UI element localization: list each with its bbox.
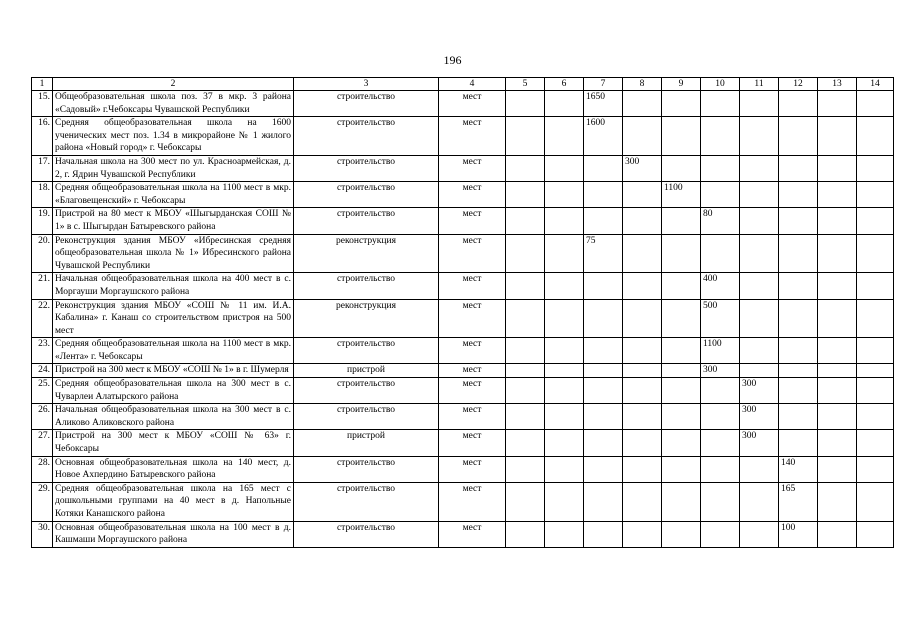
unit: мест: [439, 299, 506, 338]
unit: мест: [439, 378, 506, 404]
empty-cell: [545, 521, 584, 547]
empty-cell: [662, 299, 701, 338]
empty-cell: [857, 273, 894, 299]
capacity-value: 300: [740, 430, 779, 456]
empty-cell: [701, 234, 740, 273]
empty-cell: [857, 338, 894, 364]
empty-cell: [701, 404, 740, 430]
empty-cell: [740, 234, 779, 273]
empty-cell: [779, 208, 818, 234]
empty-cell: [818, 117, 857, 156]
unit: мест: [439, 430, 506, 456]
empty-cell: [857, 521, 894, 547]
capacity-value: 500: [701, 299, 740, 338]
empty-cell: [857, 182, 894, 208]
row-number: 26.: [32, 404, 53, 430]
capacity-value: 400: [701, 273, 740, 299]
row-number: 17.: [32, 155, 53, 181]
empty-cell: [623, 482, 662, 521]
empty-cell: [740, 456, 779, 482]
unit: мест: [439, 234, 506, 273]
empty-cell: [545, 234, 584, 273]
capacity-value: 80: [701, 208, 740, 234]
empty-cell: [623, 273, 662, 299]
column-header: 12: [779, 78, 818, 91]
work-type: строительство: [294, 91, 439, 117]
work-type: строительство: [294, 378, 439, 404]
unit: мест: [439, 364, 506, 378]
empty-cell: [584, 273, 623, 299]
empty-cell: [818, 234, 857, 273]
empty-cell: [506, 364, 545, 378]
empty-cell: [506, 299, 545, 338]
capacity-value: 1100: [662, 182, 701, 208]
empty-cell: [506, 117, 545, 156]
table-row: [32, 404, 894, 430]
data-table: [31, 77, 894, 548]
empty-cell: [818, 456, 857, 482]
column-header: 7: [584, 78, 623, 91]
empty-cell: [545, 338, 584, 364]
empty-cell: [545, 117, 584, 156]
empty-cell: [818, 273, 857, 299]
empty-cell: [584, 378, 623, 404]
empty-cell: [584, 338, 623, 364]
work-type: строительство: [294, 521, 439, 547]
empty-cell: [779, 364, 818, 378]
row-number: 25.: [32, 378, 53, 404]
row-number: 28.: [32, 456, 53, 482]
empty-cell: [506, 482, 545, 521]
empty-cell: [662, 456, 701, 482]
object-name: Начальная общеобразовательная школа на 300 мест в с. Аликово Аликовского района: [53, 404, 294, 430]
work-type: строительство: [294, 273, 439, 299]
empty-cell: [506, 430, 545, 456]
empty-cell: [740, 155, 779, 181]
empty-cell: [701, 430, 740, 456]
table-row: [32, 456, 894, 482]
empty-cell: [701, 117, 740, 156]
capacity-value: 1100: [701, 338, 740, 364]
row-number: 23.: [32, 338, 53, 364]
empty-cell: [545, 91, 584, 117]
empty-cell: [584, 364, 623, 378]
empty-cell: [818, 521, 857, 547]
empty-cell: [857, 299, 894, 338]
empty-cell: [740, 91, 779, 117]
column-header: 2: [53, 78, 294, 91]
empty-cell: [506, 155, 545, 181]
unit: мест: [439, 182, 506, 208]
empty-cell: [779, 234, 818, 273]
empty-cell: [584, 521, 623, 547]
work-type: реконструкция: [294, 234, 439, 273]
empty-cell: [701, 521, 740, 547]
empty-cell: [857, 117, 894, 156]
unit: мест: [439, 456, 506, 482]
empty-cell: [857, 364, 894, 378]
row-number: 19.: [32, 208, 53, 234]
unit: мест: [439, 117, 506, 156]
object-name: Пристрой на 80 мест к МБОУ «Шыгырданская СОШ № 1» в с. Шыгырдан Батыревского района: [53, 208, 294, 234]
empty-cell: [818, 364, 857, 378]
unit: мест: [439, 155, 506, 181]
object-name: Пристрой на 300 мест к МБОУ «СОШ № 1» в г. Шумерля: [53, 364, 294, 378]
empty-cell: [818, 155, 857, 181]
row-number: 29.: [32, 482, 53, 521]
object-name: Реконструкция здания МБОУ «СОШ № 11 им. И.А. Кабалина» г. Канаш со строительством пристроя на 500 мест: [53, 299, 294, 338]
table-row: [32, 155, 894, 181]
unit: мест: [439, 91, 506, 117]
work-type: строительство: [294, 208, 439, 234]
empty-cell: [584, 404, 623, 430]
table-row: [32, 234, 894, 273]
empty-cell: [584, 482, 623, 521]
empty-cell: [545, 378, 584, 404]
empty-cell: [818, 430, 857, 456]
column-header: 10: [701, 78, 740, 91]
object-name: Основная общеобразовательная школа на 100 мест в д. Кашмаши Моргаушского района: [53, 521, 294, 547]
column-header: 6: [545, 78, 584, 91]
empty-cell: [662, 208, 701, 234]
empty-cell: [701, 182, 740, 208]
empty-cell: [623, 378, 662, 404]
object-name: Начальная общеобразовательная школа на 400 мест в с. Моргауши Моргаушского района: [53, 273, 294, 299]
capacity-value: 300: [623, 155, 662, 181]
empty-cell: [623, 117, 662, 156]
empty-cell: [818, 404, 857, 430]
empty-cell: [584, 155, 623, 181]
object-name: Средняя общеобразовательная школа на 1100 мест в мкр. «Благовещенский» г. Чебоксары: [53, 182, 294, 208]
empty-cell: [779, 117, 818, 156]
empty-cell: [623, 364, 662, 378]
empty-cell: [779, 182, 818, 208]
column-header: 9: [662, 78, 701, 91]
empty-cell: [779, 338, 818, 364]
table-row: [32, 182, 894, 208]
object-name: Начальная школа на 300 мест по ул. Красноармейская, д. 2, г. Ядрин Чувашской Республики: [53, 155, 294, 181]
empty-cell: [545, 155, 584, 181]
column-header: 4: [439, 78, 506, 91]
empty-cell: [662, 430, 701, 456]
empty-cell: [506, 404, 545, 430]
table-row: [32, 378, 894, 404]
empty-cell: [506, 456, 545, 482]
work-type: строительство: [294, 404, 439, 430]
capacity-value: 300: [740, 378, 779, 404]
object-name: Средняя общеобразовательная школа на 1100 мест в мкр. «Лента» г. Чебоксары: [53, 338, 294, 364]
row-number: 27.: [32, 430, 53, 456]
empty-cell: [584, 430, 623, 456]
column-header: 1: [32, 78, 53, 91]
empty-cell: [779, 273, 818, 299]
empty-cell: [662, 234, 701, 273]
empty-cell: [623, 521, 662, 547]
capacity-value: 300: [740, 404, 779, 430]
object-name: Основная общеобразовательная школа на 140 мест, д. Новое Ахпердино Батыревского района: [53, 456, 294, 482]
empty-cell: [506, 91, 545, 117]
table-row: [32, 482, 894, 521]
empty-cell: [545, 404, 584, 430]
empty-cell: [740, 117, 779, 156]
empty-cell: [662, 338, 701, 364]
empty-cell: [584, 208, 623, 234]
table-row: [32, 364, 894, 378]
table-row: [32, 273, 894, 299]
empty-cell: [818, 378, 857, 404]
unit: мест: [439, 404, 506, 430]
table-row: [32, 208, 894, 234]
empty-cell: [818, 338, 857, 364]
capacity-value: 1650: [584, 91, 623, 117]
empty-cell: [662, 91, 701, 117]
empty-cell: [623, 456, 662, 482]
empty-cell: [545, 299, 584, 338]
capacity-value: 1600: [584, 117, 623, 156]
object-name: Средняя общеобразовательная школа на 1600 ученических мест поз. 1.34 в микрорайоне № 1 жилого района «Новый город» г. Чебоксары: [53, 117, 294, 156]
empty-cell: [701, 91, 740, 117]
column-header-row: [32, 78, 894, 91]
empty-cell: [740, 338, 779, 364]
empty-cell: [584, 182, 623, 208]
empty-cell: [818, 208, 857, 234]
unit: мест: [439, 208, 506, 234]
empty-cell: [506, 182, 545, 208]
empty-cell: [779, 378, 818, 404]
empty-cell: [623, 299, 662, 338]
empty-cell: [857, 208, 894, 234]
work-type: реконструкция: [294, 299, 439, 338]
capacity-value: 165: [779, 482, 818, 521]
object-name: Общеобразовательная школа поз. 37 в мкр. 3 района «Садовый» г.Чебоксары Чувашской Республики: [53, 91, 294, 117]
work-type: строительство: [294, 338, 439, 364]
empty-cell: [857, 155, 894, 181]
empty-cell: [740, 299, 779, 338]
empty-cell: [857, 378, 894, 404]
table-row: [32, 338, 894, 364]
empty-cell: [506, 378, 545, 404]
empty-cell: [662, 404, 701, 430]
table-row: [32, 299, 894, 338]
page-number: 196: [443, 53, 462, 67]
empty-cell: [662, 117, 701, 156]
column-header: 8: [623, 78, 662, 91]
empty-cell: [857, 91, 894, 117]
empty-cell: [740, 482, 779, 521]
empty-cell: [623, 430, 662, 456]
row-number: 24.: [32, 364, 53, 378]
work-type: строительство: [294, 117, 439, 156]
empty-cell: [701, 456, 740, 482]
column-header: 3: [294, 78, 439, 91]
empty-cell: [818, 299, 857, 338]
empty-cell: [662, 155, 701, 181]
empty-cell: [623, 234, 662, 273]
object-name: Пристрой на 300 мест к МБОУ «СОШ № 63» г. Чебоксары: [53, 430, 294, 456]
work-type: строительство: [294, 182, 439, 208]
empty-cell: [545, 430, 584, 456]
work-type: строительство: [294, 456, 439, 482]
empty-cell: [506, 208, 545, 234]
column-header: 11: [740, 78, 779, 91]
empty-cell: [818, 182, 857, 208]
unit: мест: [439, 521, 506, 547]
row-number: 15.: [32, 91, 53, 117]
empty-cell: [623, 182, 662, 208]
object-name: Средняя общеобразовательная школа на 300 мест в с. Чуварлеи Алатырского района: [53, 378, 294, 404]
empty-cell: [506, 338, 545, 364]
table-row: [32, 91, 894, 117]
row-number: 18.: [32, 182, 53, 208]
empty-cell: [662, 521, 701, 547]
empty-cell: [506, 234, 545, 273]
empty-cell: [545, 364, 584, 378]
empty-cell: [779, 430, 818, 456]
empty-cell: [506, 273, 545, 299]
empty-cell: [623, 91, 662, 117]
work-type: строительство: [294, 482, 439, 521]
empty-cell: [818, 482, 857, 521]
table-row: [32, 521, 894, 547]
empty-cell: [701, 378, 740, 404]
capacity-value: 100: [779, 521, 818, 547]
empty-cell: [584, 456, 623, 482]
row-number: 30.: [32, 521, 53, 547]
empty-cell: [662, 273, 701, 299]
empty-cell: [545, 182, 584, 208]
empty-cell: [740, 273, 779, 299]
empty-cell: [584, 299, 623, 338]
column-header: 14: [857, 78, 894, 91]
capacity-value: 300: [701, 364, 740, 378]
empty-cell: [779, 91, 818, 117]
empty-cell: [545, 482, 584, 521]
empty-cell: [545, 456, 584, 482]
empty-cell: [818, 91, 857, 117]
row-number: 20.: [32, 234, 53, 273]
work-type: пристрой: [294, 364, 439, 378]
work-type: строительство: [294, 155, 439, 181]
object-name: Реконструкция здания МБОУ «Ибресинская средняя общеобразовательная школа № 1» Ибресинского района Чувашской Республики: [53, 234, 294, 273]
empty-cell: [740, 364, 779, 378]
empty-cell: [857, 456, 894, 482]
row-number: 16.: [32, 117, 53, 156]
unit: мест: [439, 482, 506, 521]
column-header: 13: [818, 78, 857, 91]
empty-cell: [857, 482, 894, 521]
empty-cell: [701, 155, 740, 181]
table-row: [32, 430, 894, 456]
column-header: 5: [506, 78, 545, 91]
empty-cell: [740, 521, 779, 547]
object-name: Средняя общеобразовательная школа на 165 мест с дошкольными группами на 40 мест в д. Напольные Котяки Канашского района: [53, 482, 294, 521]
empty-cell: [545, 273, 584, 299]
empty-cell: [740, 208, 779, 234]
empty-cell: [662, 378, 701, 404]
work-type: пристрой: [294, 430, 439, 456]
empty-cell: [623, 404, 662, 430]
empty-cell: [701, 482, 740, 521]
capacity-value: 75: [584, 234, 623, 273]
empty-cell: [545, 208, 584, 234]
empty-cell: [779, 299, 818, 338]
empty-cell: [857, 430, 894, 456]
empty-cell: [779, 404, 818, 430]
empty-cell: [506, 521, 545, 547]
empty-cell: [662, 482, 701, 521]
unit: мест: [439, 273, 506, 299]
row-number: 21.: [32, 273, 53, 299]
table-row: [32, 117, 894, 156]
empty-cell: [857, 404, 894, 430]
empty-cell: [623, 208, 662, 234]
row-number: 22.: [32, 299, 53, 338]
empty-cell: [740, 182, 779, 208]
empty-cell: [779, 155, 818, 181]
empty-cell: [623, 338, 662, 364]
empty-cell: [857, 234, 894, 273]
empty-cell: [662, 364, 701, 378]
unit: мест: [439, 338, 506, 364]
capacity-value: 140: [779, 456, 818, 482]
